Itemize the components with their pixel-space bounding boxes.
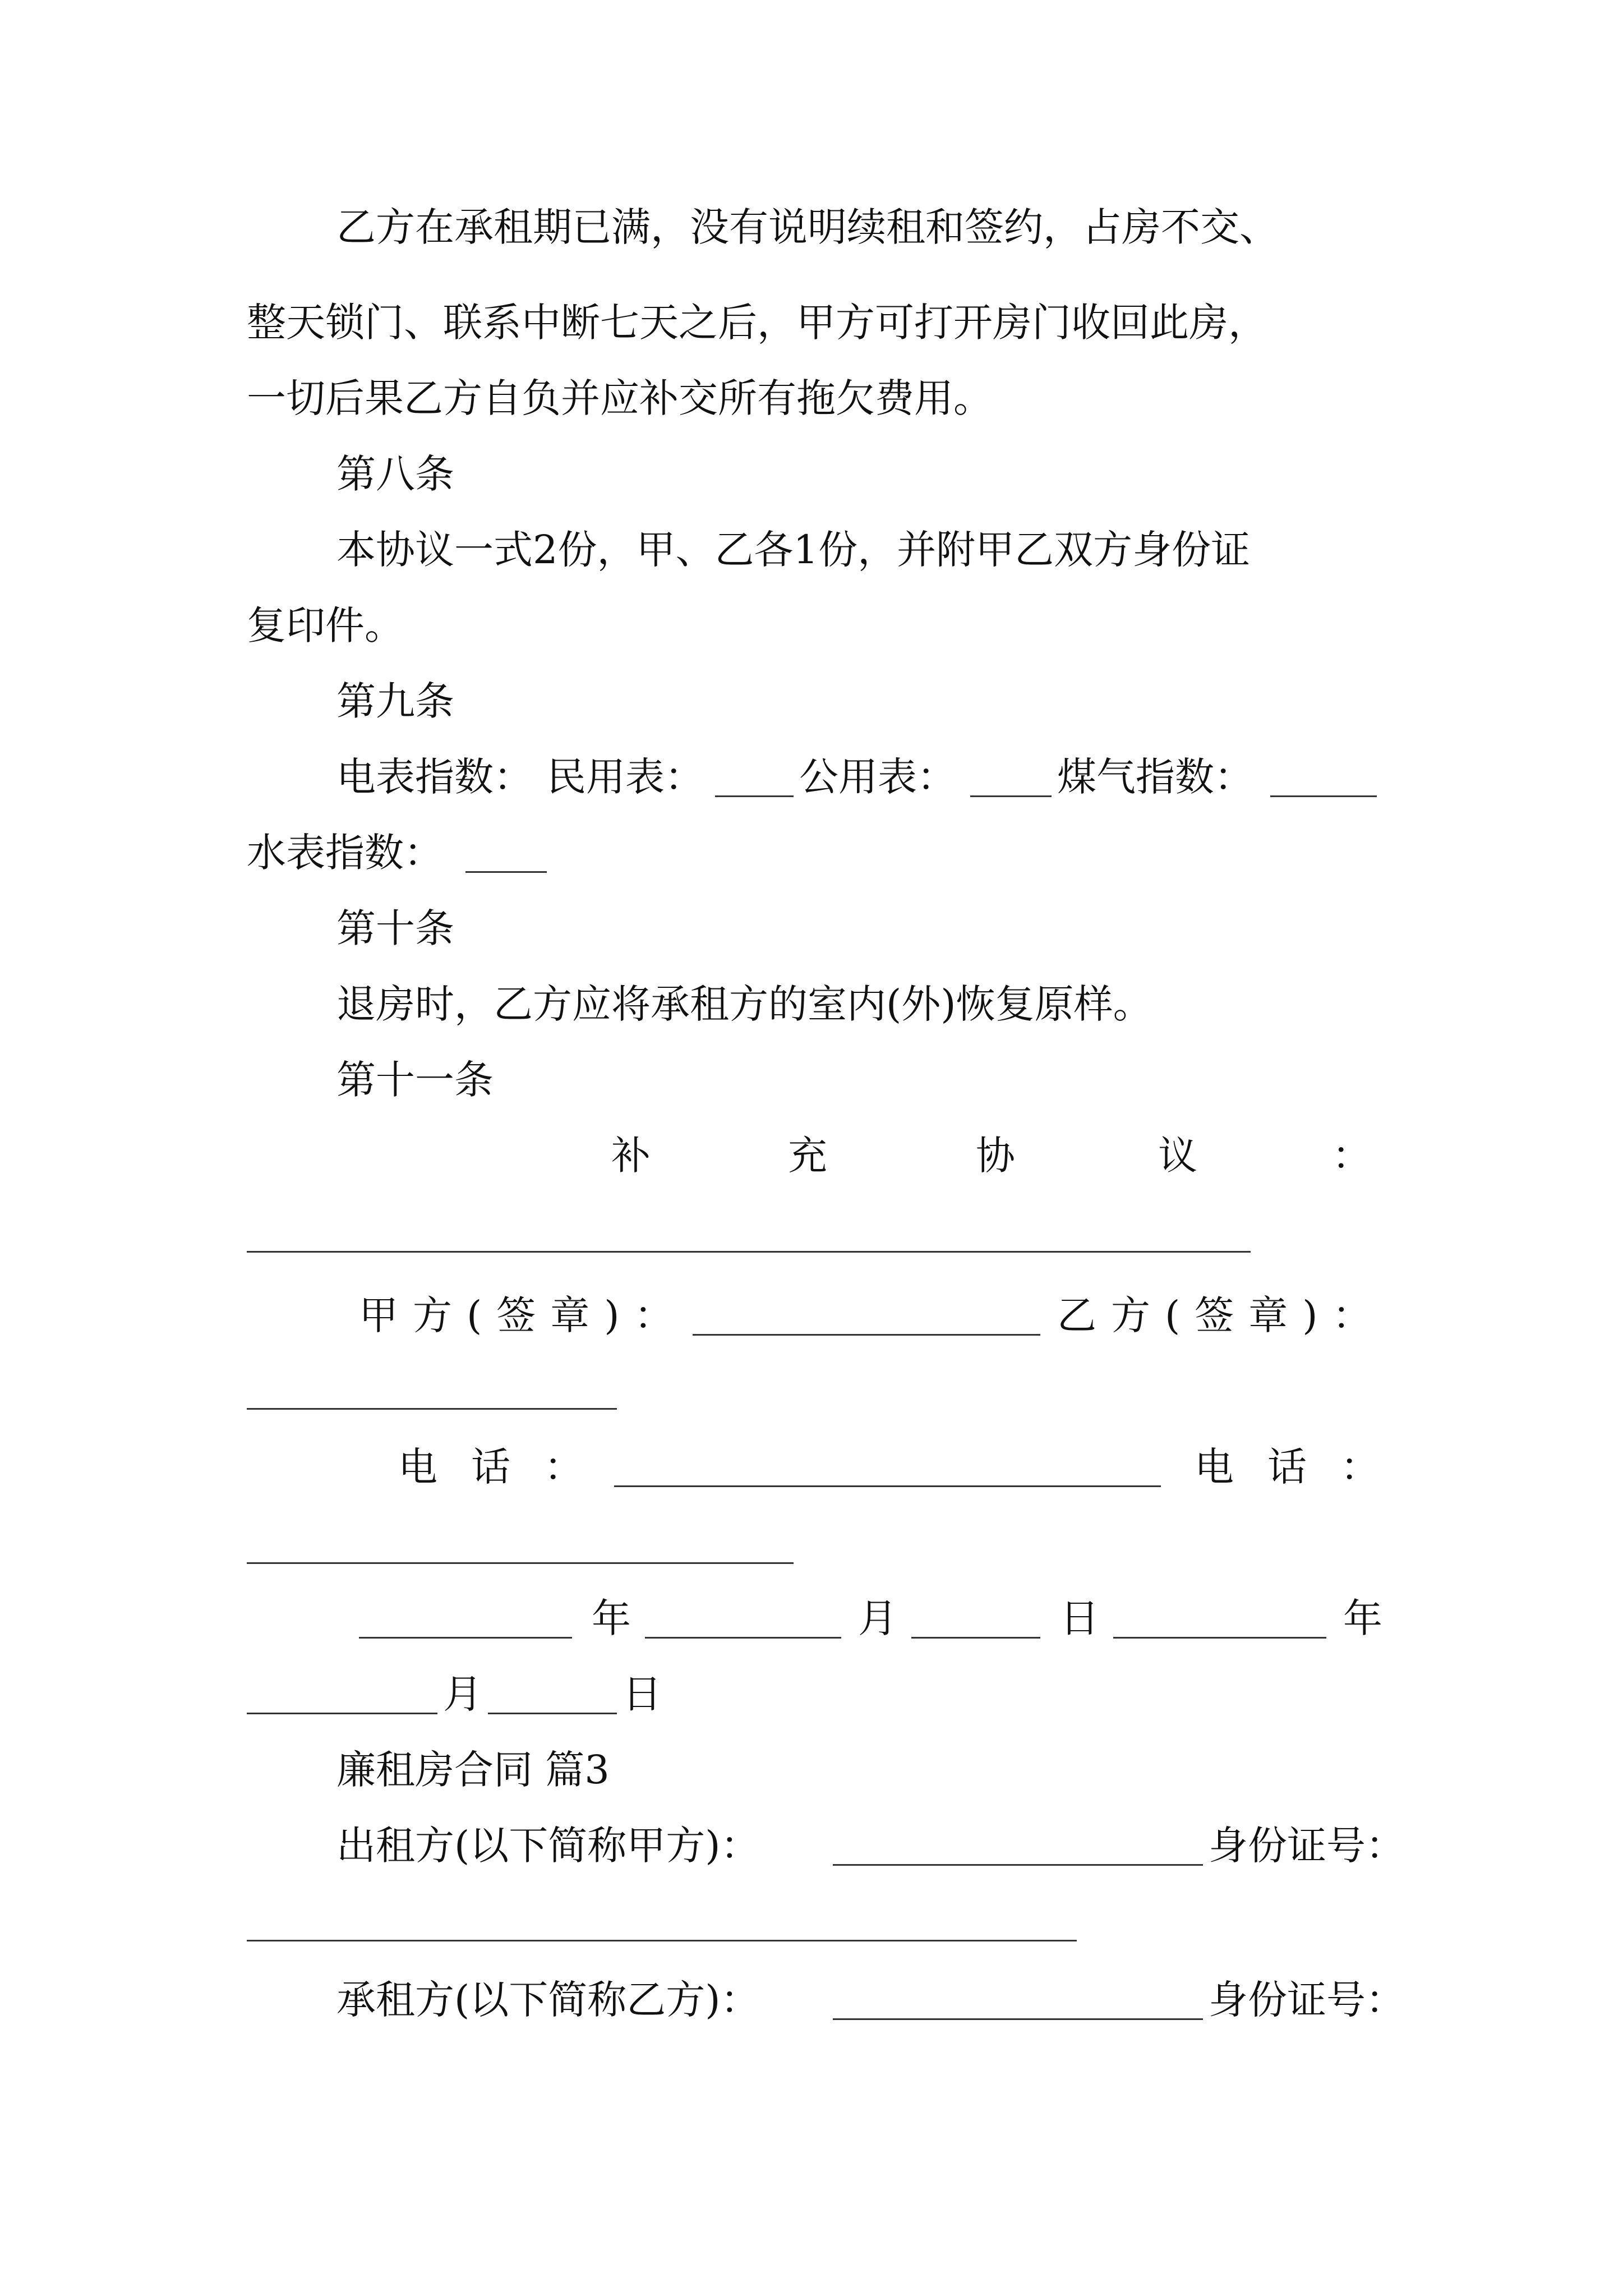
- lessor-id-label: 身份证号：: [1209, 1823, 1405, 1869]
- date-a-year: 年: [592, 1595, 631, 1641]
- party-b-signature-label: 乙方(签章)：: [1057, 1292, 1386, 1338]
- article7-line1: 乙方在承租期已满，没有说明续租和签约，占房不交、: [336, 204, 1279, 250]
- civil-meter-blank: [715, 795, 794, 797]
- article8-line1: 本协议一式2份，甲、乙各1份，并附甲乙双方身份证: [336, 527, 1251, 573]
- supplement-blank: [247, 1251, 1251, 1253]
- date-a-day: 日: [1060, 1595, 1099, 1641]
- lessor-id-blank: [247, 1940, 1077, 1941]
- date-a-year-blank: [359, 1637, 572, 1639]
- phone-a-label: 电话：: [398, 1444, 617, 1490]
- supplement-char-1: 补: [611, 1133, 651, 1179]
- supplement-char-3: 协: [976, 1133, 1015, 1179]
- article7-line3: 一切后果乙方自负并应补交所有拖欠费用。: [247, 375, 993, 421]
- article7-line2: 整天锁门、联系中断七天之后，甲方可打开房门收回此房，: [247, 300, 1267, 346]
- article10-heading: 第十条: [336, 905, 454, 951]
- article9-heading: 第九条: [336, 678, 454, 724]
- date-b-month: 月: [443, 1671, 482, 1717]
- electric-meter-label: 电表指数：: [336, 754, 533, 800]
- date-b-day-blank: [488, 1713, 617, 1714]
- supplement-colon: ：: [1332, 1133, 1371, 1179]
- article10-text: 退房时，乙方应将承租方的室内(外)恢复原样。: [336, 981, 1152, 1027]
- gas-meter-label: 煤气指数：: [1057, 754, 1253, 800]
- phone-b-blank: [247, 1562, 794, 1564]
- gas-meter-blank: [1270, 795, 1377, 797]
- water-meter-label: 水表指数：: [247, 830, 443, 876]
- date-b-year-blank: [1113, 1637, 1326, 1639]
- party-b-signature-blank: [247, 1408, 617, 1410]
- party-a-signature-label: 甲方(签章)：: [359, 1292, 688, 1338]
- article8-heading: 第八条: [336, 451, 454, 497]
- date-b-month-blank: [247, 1713, 437, 1714]
- lessor-name-blank: [833, 1864, 1203, 1866]
- date-a-month-blank: [645, 1637, 841, 1639]
- public-meter-label: 公用表：: [799, 754, 956, 800]
- contract3-title: 廉租房合同 篇3: [336, 1747, 610, 1793]
- article8-line2: 复印件。: [247, 602, 404, 648]
- supplement-char-4: 议: [1158, 1133, 1197, 1179]
- public-meter-blank: [970, 795, 1052, 797]
- water-meter-blank: [465, 871, 547, 873]
- civil-meter-label: 民用表：: [547, 754, 704, 800]
- lessee-name-blank: [833, 2018, 1203, 2020]
- party-a-signature-blank: [693, 1334, 1040, 1336]
- phone-b-label: 电话：: [1195, 1444, 1413, 1490]
- date-b-day: 日: [623, 1671, 662, 1717]
- phone-a-blank: [614, 1485, 1161, 1487]
- date-b-year: 年: [1343, 1595, 1382, 1641]
- lessor-label: 出租方(以下简称甲方)：: [336, 1823, 760, 1869]
- date-a-month: 月: [858, 1595, 897, 1641]
- lessee-label: 承租方(以下简称乙方)：: [336, 1977, 760, 2023]
- article11-heading: 第十一条: [336, 1057, 494, 1103]
- supplement-char-2: 充: [788, 1133, 827, 1179]
- date-a-day-blank: [911, 1637, 1040, 1639]
- lessee-id-label: 身份证号：: [1209, 1977, 1405, 2023]
